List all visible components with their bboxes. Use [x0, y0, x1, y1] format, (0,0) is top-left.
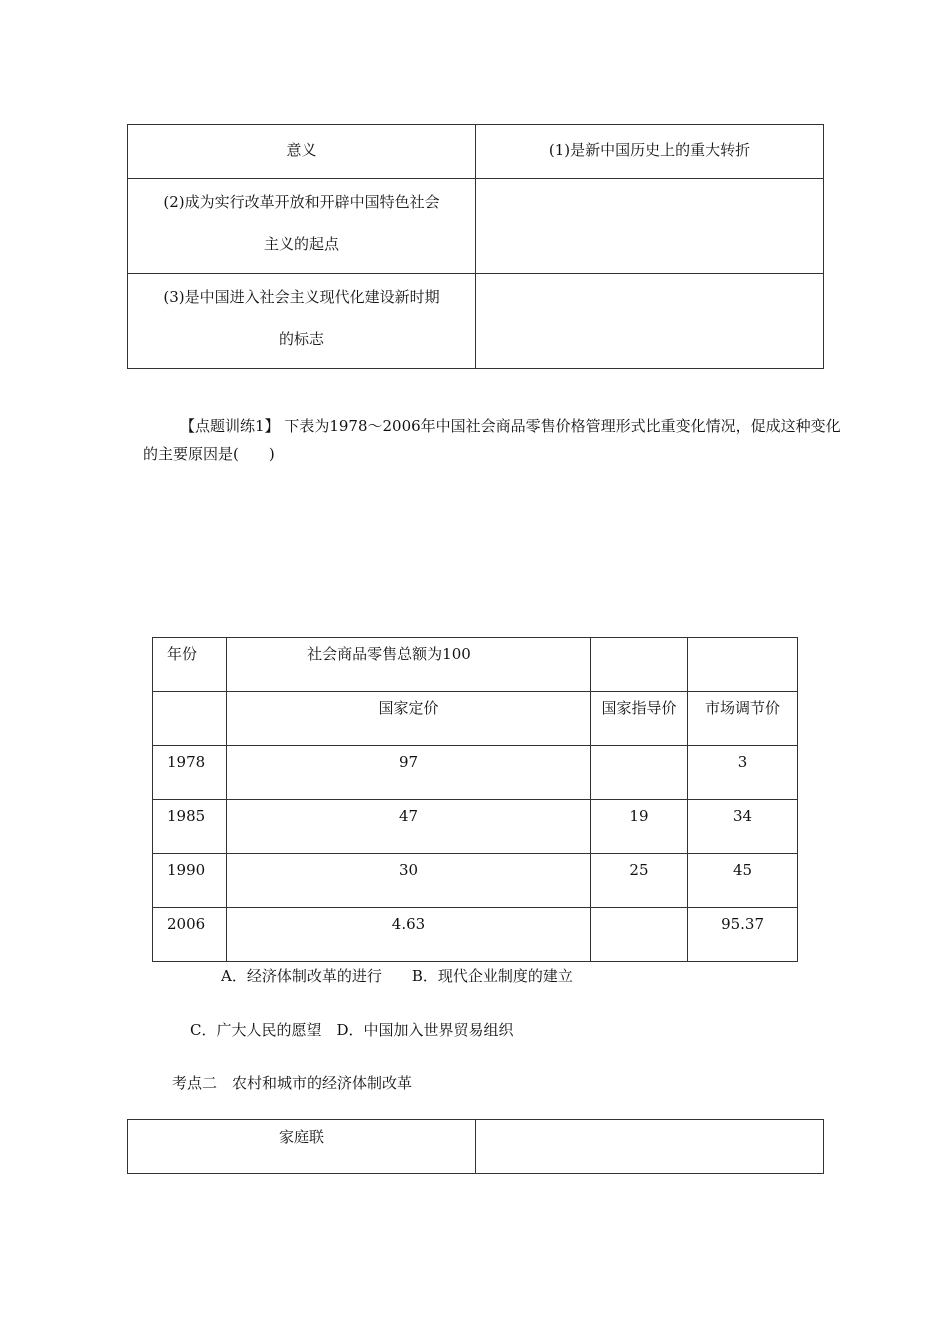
year-cell — [153, 908, 227, 962]
header-text: 国家指导价 — [601, 699, 677, 717]
table-cell — [476, 125, 824, 179]
table-header-row — [153, 638, 798, 692]
cell-text: 1985 — [167, 807, 206, 825]
market-price-cell — [688, 908, 798, 962]
state-price-cell — [227, 800, 591, 854]
market-price-cell — [688, 800, 798, 854]
table-cell — [128, 1120, 476, 1174]
cell-text: 3 — [737, 753, 748, 771]
cell-text: 97 — [398, 753, 419, 771]
question-label: 【点题训练1】 — [180, 417, 280, 435]
price-share-table — [152, 637, 798, 962]
cell-text: 2006 — [167, 915, 206, 933]
option-c: C．广大人民的愿望 — [190, 1021, 322, 1039]
header-guided-price — [590, 692, 687, 746]
state-price-cell — [227, 854, 591, 908]
table-cell — [590, 638, 687, 692]
section-title: 考点二 农村和城市的经济体制改革 — [172, 1074, 413, 1092]
table-row — [128, 1120, 824, 1174]
cell-text: (1)是新中国历史上的重大转折 — [548, 141, 751, 159]
cell-text: 4.63 — [391, 915, 426, 933]
header-text: 市场调节价 — [705, 699, 781, 717]
state-price-cell — [227, 908, 591, 962]
cell-text: 25 — [629, 861, 649, 879]
guided-price-cell — [590, 800, 687, 854]
guided-price-cell — [590, 746, 687, 800]
cell-text: 19 — [629, 807, 649, 825]
header-year-text: 年份 — [167, 645, 198, 663]
reform-table — [127, 1119, 824, 1174]
guided-price-cell — [590, 854, 687, 908]
year-cell — [153, 800, 227, 854]
table-cell — [688, 638, 798, 692]
table-row — [153, 908, 798, 962]
header-total — [227, 638, 591, 692]
year-cell — [153, 746, 227, 800]
guided-price-cell — [590, 908, 687, 962]
cell-text — [476, 1120, 823, 1124]
header-state-price — [227, 692, 591, 746]
header-market-price — [688, 692, 798, 746]
table-cell — [128, 274, 476, 369]
question-text: 下表为1978～2006年中国社会商品零售价格管理形式比重变化情况，促成这种变化的主要原因是( ) — [143, 417, 841, 463]
header-text: 国家定价 — [378, 699, 439, 717]
options-ab — [221, 964, 573, 988]
cell-text — [591, 908, 687, 911]
option-d: D．中国加入世界贸易组织 — [336, 1021, 514, 1039]
cell-text: 30 — [398, 861, 419, 879]
table-cell — [476, 179, 824, 274]
option-a: A．经济体制改革的进行 — [221, 967, 382, 985]
option-b: B．现代企业制度的建立 — [411, 967, 573, 985]
cell-text-line: 主义的起点 — [263, 235, 339, 253]
cell-text: 45 — [733, 861, 753, 879]
cell-text: 47 — [398, 807, 419, 825]
year-cell — [153, 854, 227, 908]
table-cell — [476, 1120, 824, 1174]
cell-text: 1990 — [167, 861, 206, 879]
table-row — [128, 125, 824, 179]
cell-text-line: 的标志 — [278, 330, 324, 348]
state-price-cell — [227, 746, 591, 800]
table-row — [153, 746, 798, 800]
table-row — [128, 179, 824, 274]
cell-text: 95.37 — [721, 915, 765, 933]
table-row — [153, 800, 798, 854]
table-row — [128, 274, 824, 369]
table-row — [153, 854, 798, 908]
header-year — [153, 638, 227, 692]
cell-text: 家庭联 — [278, 1128, 324, 1146]
cell-text: 34 — [733, 807, 753, 825]
table-cell — [153, 692, 227, 746]
market-price-cell — [688, 854, 798, 908]
options-cd — [190, 1018, 514, 1042]
table-cell — [476, 274, 824, 369]
cell-text: 意义 — [286, 141, 317, 159]
cell-text — [591, 746, 687, 749]
header-total-text: 社会商品零售总额为100 — [307, 645, 471, 663]
significance-table — [127, 124, 824, 369]
market-price-cell — [688, 746, 798, 800]
table-cell — [128, 179, 476, 274]
question-paragraph — [143, 412, 843, 468]
table-header-row — [153, 692, 798, 746]
cell-text-line: (3)是中国进入社会主义现代化建设新时期 — [163, 288, 440, 306]
cell-text-line: (2)成为实行改革开放和开辟中国特色社会 — [163, 193, 440, 211]
table-cell — [128, 125, 476, 179]
cell-text: 1978 — [167, 753, 206, 771]
